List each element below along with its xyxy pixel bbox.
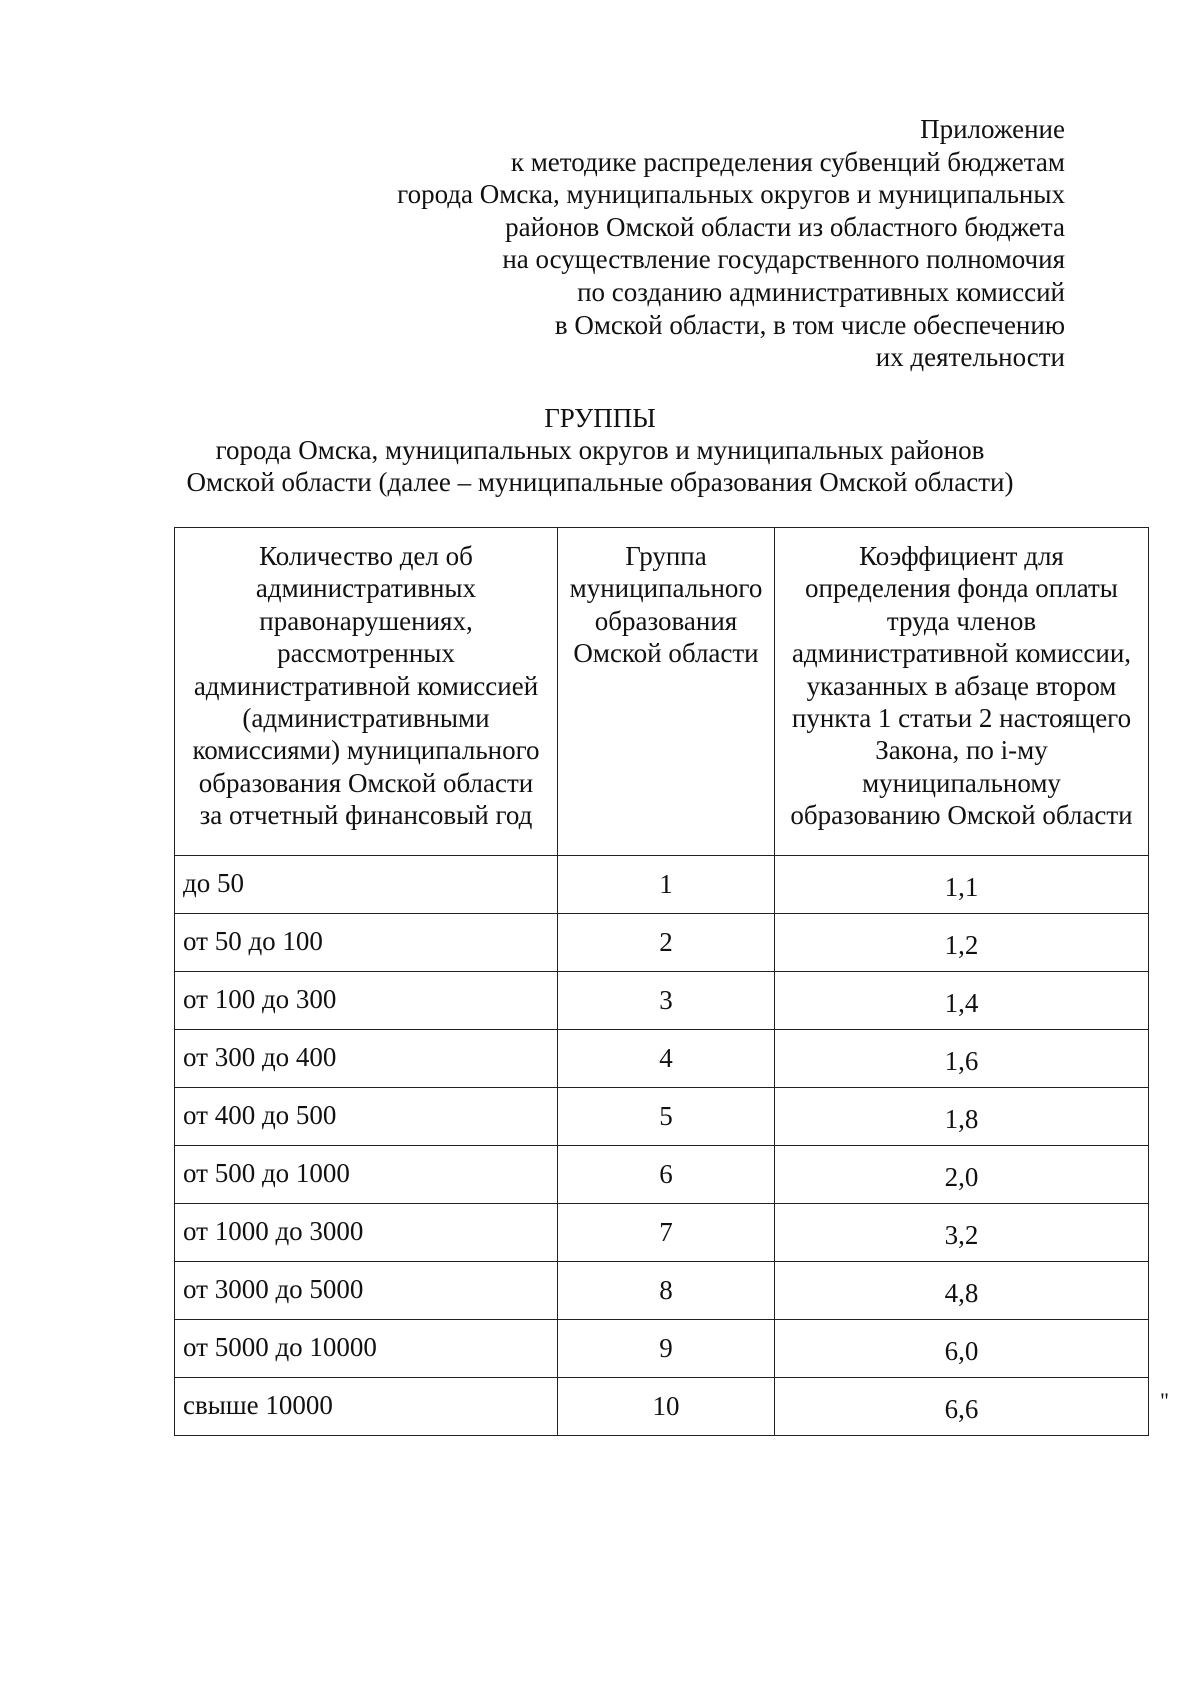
heading-title: ГРУППЫ xyxy=(544,403,656,433)
cell-range: от 1000 до 3000 xyxy=(175,1204,558,1262)
table-row xyxy=(175,856,1149,914)
appendix-line: на осуществление государственного полномочия xyxy=(502,244,1065,275)
header-line: правонарушениях, xyxy=(259,605,473,636)
cell-group: 6 xyxy=(558,1146,775,1204)
cell-group: 9 xyxy=(558,1320,775,1378)
cell-group: 10 xyxy=(558,1378,775,1436)
header-line: Омской области xyxy=(573,638,759,669)
document-heading xyxy=(0,402,1200,498)
cell-range: от 500 до 1000 xyxy=(175,1146,558,1204)
cell-range: от 3000 до 5000 xyxy=(175,1262,558,1320)
header-line: образования Омской области xyxy=(198,767,534,798)
cell-range: от 5000 до 10000 xyxy=(175,1320,558,1378)
header-line: Коэффициент для xyxy=(859,541,1064,571)
header-line: комиссиями) муниципального xyxy=(192,735,540,766)
table-row xyxy=(175,1030,1149,1088)
table-header-row xyxy=(175,528,1149,856)
header-line: Закона, по i-му xyxy=(875,735,1048,766)
table-row xyxy=(175,1204,1149,1262)
cell-coefficient: 6,6 xyxy=(775,1378,1149,1436)
header-line: муниципального xyxy=(569,573,763,604)
cell-coefficient: 1,4 xyxy=(775,972,1149,1030)
table-row xyxy=(175,1088,1149,1146)
header-line: (административными xyxy=(242,703,490,734)
cell-range: до 50 xyxy=(175,856,558,914)
header-line: образованию Омской области xyxy=(790,800,1133,831)
table-row xyxy=(175,914,1149,972)
header-line: муниципальному xyxy=(862,767,1061,798)
heading-subtitle-line: Омской области (далее – муниципальные образования Омской области) xyxy=(186,467,1014,497)
cell-group: 7 xyxy=(558,1204,775,1262)
cell-coefficient: 1,2 xyxy=(775,914,1149,972)
cell-coefficient: 6,0 xyxy=(775,1320,1149,1378)
table-row xyxy=(175,1262,1149,1320)
cell-group: 4 xyxy=(558,1030,775,1088)
cell-coefficient: 4,8 xyxy=(775,1262,1149,1320)
table-row xyxy=(175,1378,1149,1436)
cell-group: 8 xyxy=(558,1262,775,1320)
header-line: пункта 1 статьи 2 настоящего xyxy=(791,703,1132,734)
cell-group: 3 xyxy=(558,972,775,1030)
heading-subtitle-line: города Омска, муниципальных округов и муниципальных районов xyxy=(215,435,985,465)
table-row xyxy=(175,1320,1149,1378)
appendix-line: по созданию административных комиссий xyxy=(577,276,1065,307)
appendix-line: города Омска, муниципальных округов и муниципальных xyxy=(397,179,1065,210)
cell-range: от 400 до 500 xyxy=(175,1088,558,1146)
cell-range: от 100 до 300 xyxy=(175,972,558,1030)
cell-coefficient: 1,8 xyxy=(775,1088,1149,1146)
cell-coefficient: 1,6 xyxy=(775,1030,1149,1088)
appendix-line: районов Омской области из областного бюджета xyxy=(505,211,1065,242)
appendix-line: в Омской области, в том числе обеспечению xyxy=(554,309,1065,340)
groups-table xyxy=(174,527,1149,1436)
closing-quote-mark: " xyxy=(1160,1388,1169,1413)
header-line: административных xyxy=(255,573,477,604)
cell-coefficient: 1,1 xyxy=(775,856,1149,914)
cell-group: 1 xyxy=(558,856,775,914)
table-row xyxy=(175,1146,1149,1204)
appendix-line: Приложение xyxy=(920,114,1065,144)
appendix-line: к методике распределения субвенций бюджетам xyxy=(510,146,1065,177)
cell-range: от 300 до 400 xyxy=(175,1030,558,1088)
cell-group: 2 xyxy=(558,914,775,972)
header-line: за отчетный финансовый год xyxy=(199,800,533,831)
cell-range: от 50 до 100 xyxy=(175,914,558,972)
header-line: определения фонда оплаты xyxy=(805,573,1118,604)
cell-coefficient: 3,2 xyxy=(775,1204,1149,1262)
header-case-count xyxy=(175,528,558,856)
cell-group: 5 xyxy=(558,1088,775,1146)
header-line: труда членов xyxy=(886,605,1037,636)
appendix-block xyxy=(397,113,1065,374)
header-line: Группа xyxy=(625,541,707,571)
header-line: указанных в абзаце втором xyxy=(806,670,1117,701)
appendix-line: их деятельности xyxy=(875,342,1065,373)
table-row xyxy=(175,972,1149,1030)
header-line: административной комиссии, xyxy=(791,638,1132,669)
header-line: Количество дел об xyxy=(259,541,473,571)
header-line: рассмотренных xyxy=(277,638,455,669)
header-coefficient xyxy=(775,528,1149,856)
cell-coefficient: 2,0 xyxy=(775,1146,1149,1204)
header-line: образования xyxy=(594,605,738,636)
header-line: административной комиссией xyxy=(193,670,539,701)
cell-range: свыше 10000 xyxy=(175,1378,558,1436)
header-group xyxy=(558,528,775,856)
